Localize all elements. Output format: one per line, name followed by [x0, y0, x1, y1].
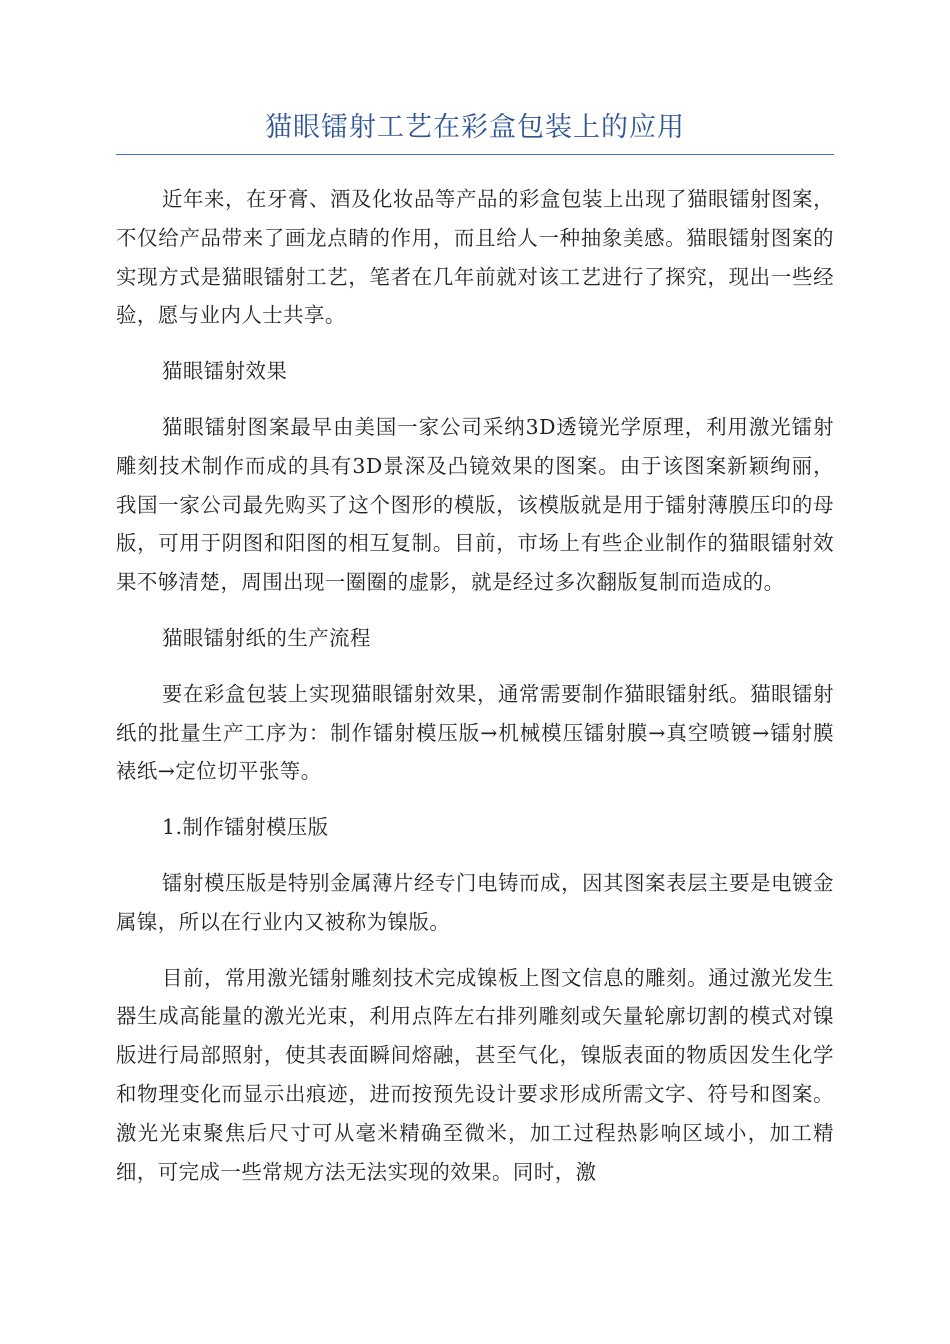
section-heading-effect: 猫眼镭射效果: [162, 359, 288, 384]
paragraph-laser: 目前，常用激光镭射雕刻技术完成镍板上图文信息的雕刻。通过激光发生器生成高能量的激光光束，利用点阵左右排列雕刻或矢量轮廓切割的模式对镍版进行局部照射，使其表面瞬间熔融，甚至气化，镍版表面的物质因发生化学和物理变化而显示出痕迹，进而按预先设计要求形成所需文字、符号和图案。激光光束聚焦后尺寸可从毫米精确至微米，加工过程热影响区域小，加工精细，可完成一些常规方法无法实现的效果。同时，激: [116, 965, 834, 1184]
title-underline: [116, 154, 834, 155]
document-body: [116, 180, 834, 1208]
paragraph-plate: 镭射模压版是特别金属薄片经专门电铸而成，因其图案表层主要是电镀金属镍，所以在行业内又被称为镍版。: [116, 870, 834, 934]
paragraph-effect: 猫眼镭射图案最早由美国一家公司采纳3D透镜光学原理，利用激光镭射雕刻技术制作而成的具有3D景深及凸镜效果的图案。由于该图案新颖绚丽，我国一家公司最先购买了这个图形的模版，该模版就是用于镭射薄膜压印的母版，可用于阴图和阳图的相互复制。目前，市场上有些企业制作的猫眼镭射效果不够清楚，周围出现一圈圈的虚影，就是经过多次翻版复制而造成的。: [116, 414, 834, 595]
paragraph-intro: 近年来，在牙膏、酒及化妆品等产品的彩盒包装上出现了猫眼镭射图案，不仅给产品带来了画龙点睛的作用，而且给人一种抽象美感。猫眼镭射图案的实现方式是猫眼镭射工艺，笔者在几年前就对该工艺进行了探究，现出一些经验，愿与业内人士共享。: [116, 187, 834, 328]
paragraph-process: 要在彩盒包装上实现猫眼镭射效果，通常需要制作猫眼镭射纸。猫眼镭射纸的批量生产工序为：制作镭射模压版→机械模压镭射膜→真空喷镀→镭射膜裱纸→定位切平张等。: [116, 681, 834, 784]
subsection-heading-plate: 1.制作镭射模压版: [162, 815, 329, 840]
section-heading-process: 猫眼镭射纸的生产流程: [162, 625, 371, 650]
document-title: 猫眼镭射工艺在彩盒包装上的应用: [265, 112, 685, 143]
